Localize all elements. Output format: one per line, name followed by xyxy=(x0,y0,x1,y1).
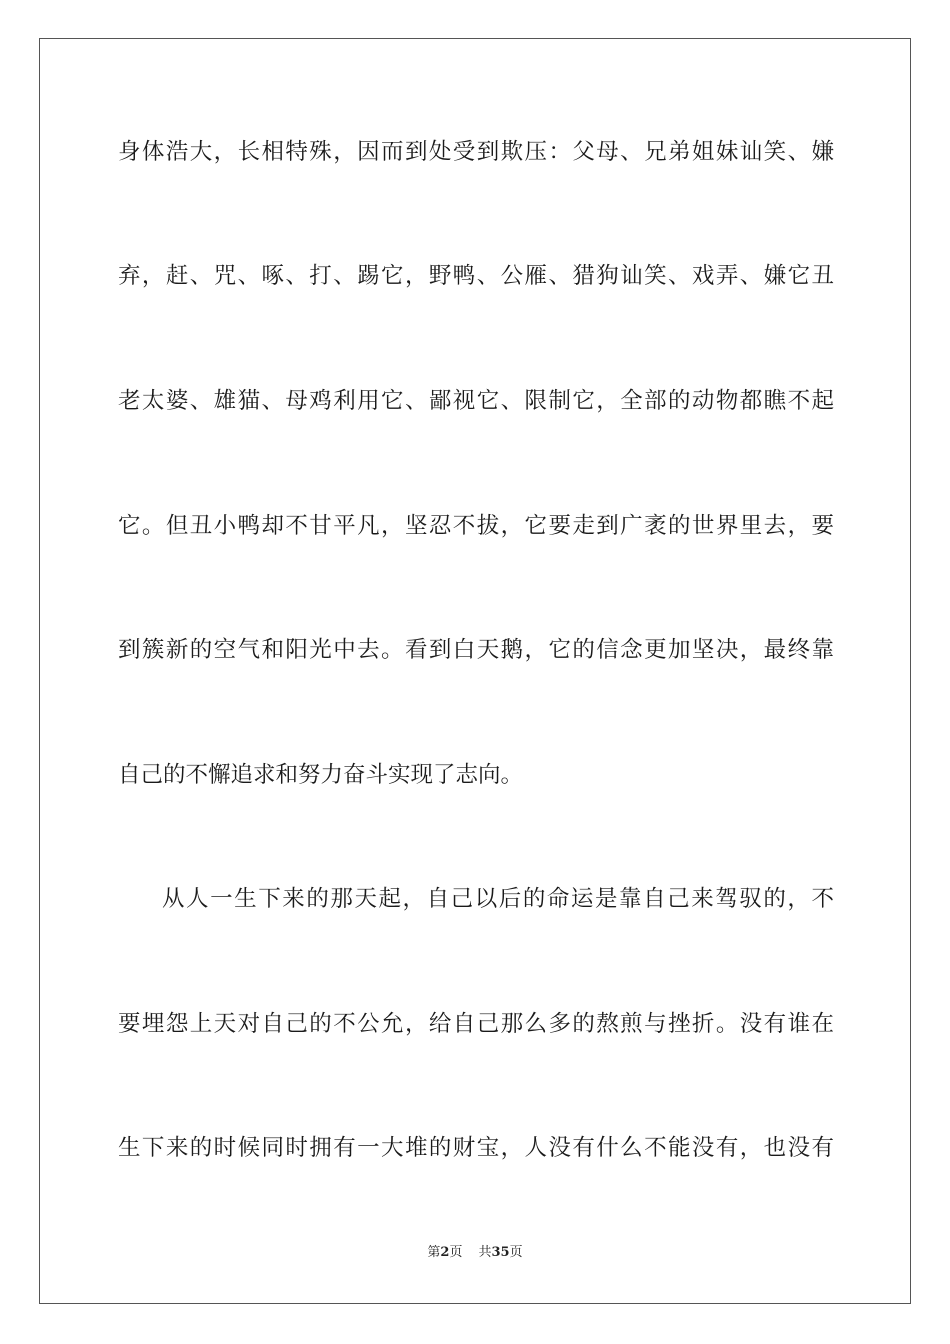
footer-total-prefix: 共 xyxy=(478,1245,492,1260)
footer-page-total: 35 xyxy=(491,1245,510,1260)
body-text-line-5: 到簇新的空气和阳光中去。看到白天鹅，它的信念更加坚决，最终靠 xyxy=(118,637,834,663)
body-text-line-1: 身体浩大，长相特殊，因而到处受到欺压：父母、兄弟姐妹讪笑、嫌 xyxy=(118,139,834,165)
footer-page-current: 2 xyxy=(440,1245,450,1260)
body-text-line-8: 要埋怨上天对自己的不公允，给自己那么多的熬煎与挫折。没有谁在 xyxy=(118,1011,834,1037)
footer-page-suffix: 页 xyxy=(449,1245,463,1260)
body-text-line-4: 它。但丑小鸭却不甘平凡，坚忍不拔，它要走到广袤的世界里去，要 xyxy=(118,513,834,539)
body-text-line-3: 老太婆、雄猫、母鸡利用它、鄙视它、限制它，全部的动物都瞧不起 xyxy=(118,388,834,414)
body-text-line-7: 从人一生下来的那天起，自己以后的命运是靠自己来驾驭的，不 xyxy=(162,886,834,912)
footer-total-suffix: 页 xyxy=(509,1245,523,1260)
body-text-line-6: 自己的不懈追求和努力奋斗实现了志向。 xyxy=(118,762,524,788)
body-text-line-2: 弃，赶、咒、啄、打、踢它，野鸭、公雁、猎狗讪笑、戏弄、嫌它丑 xyxy=(118,263,834,289)
page-footer xyxy=(0,1244,950,1262)
page-border xyxy=(39,38,911,1304)
body-text-line-9: 生下来的时候同时拥有一大堆的财宝，人没有什么不能没有，也没有 xyxy=(118,1135,834,1161)
footer-page-prefix: 第 xyxy=(427,1245,441,1260)
